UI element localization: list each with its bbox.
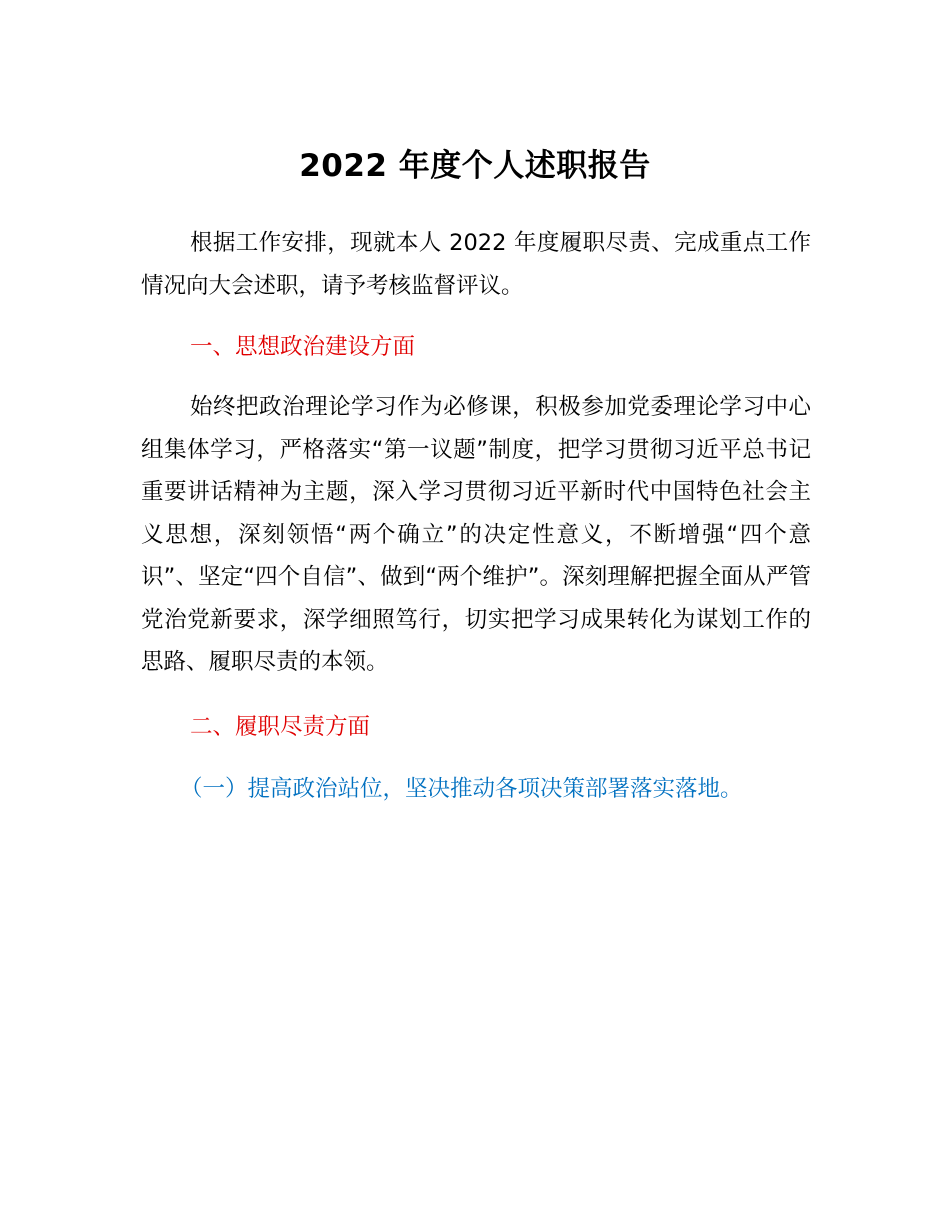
- intro-paragraph: 根据工作安排，现就本人 2022 年度履职尽责、完成重点工作情况向大会述职，请予考核监督评议。: [141, 230, 811, 299]
- section-body-ideology: 始终把政治理论学习作为必修课，积极参加党委理论学习中心组集体学习，严格落实“第一议题”制度，把学习贯彻习近平总书记重要讲话精神为主题，深入学习贯彻习近平新时代中国特色社会主义思想，深刻领悟“两个确立”的决定性意义，不断增强“四个意识”、坚定“四个自信”、做到“两个维护”。深刻理解把握全面从严管党治党新要求，深学细照笃行，切实把学习成果转化为谋划工作的思路、履职尽责的本领。: [141, 394, 811, 675]
- document-title: 2022 年度个人述职报告: [299, 148, 651, 184]
- section-heading-ideology: 一、思想政治建设方面: [190, 334, 416, 360]
- subsection-heading-political-standing: （一）提高政治站位，坚决推动各项决策部署落实落地。: [180, 776, 743, 802]
- section-heading-duties: 二、履职尽责方面: [190, 714, 371, 740]
